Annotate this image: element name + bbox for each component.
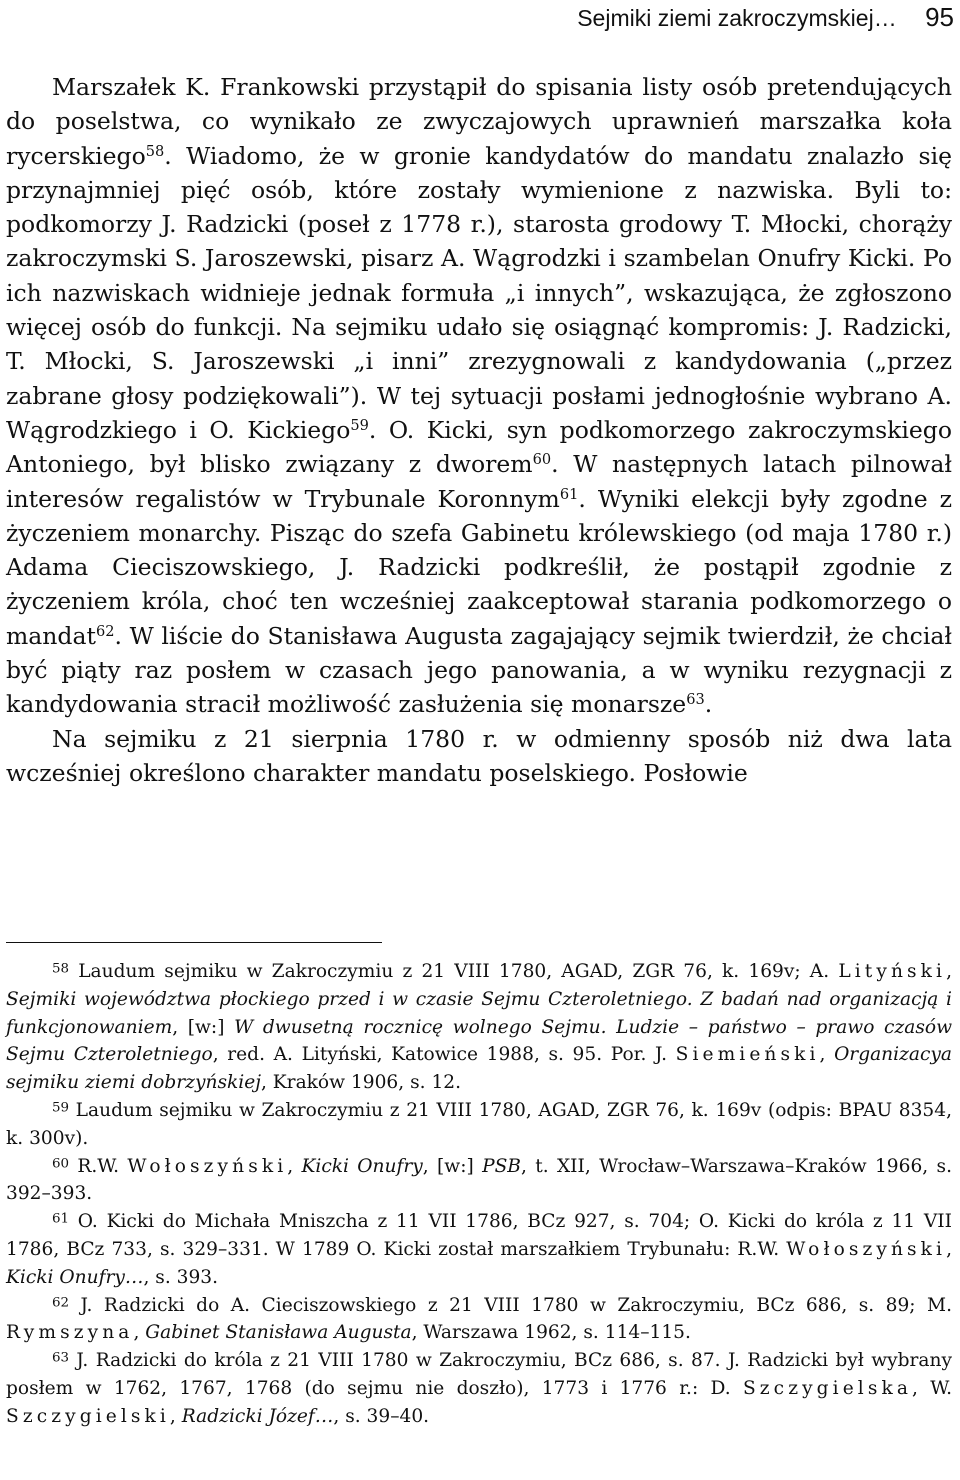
footnote-63 xyxy=(6,1347,952,1430)
footnote-text: J. Radzicki do A. Cieciszowskiego z 21 VIII 1780 w Zakroczymiu, BCz 686, s. 89; M. xyxy=(80,1294,952,1316)
footnote-text: , t. XII, Wrocław–Warszawa–Kraków 1966, s. 392–393. xyxy=(6,1155,952,1205)
footnote-title: Kicki Onufry… xyxy=(6,1266,144,1288)
footnote-59 xyxy=(6,1097,952,1153)
footnote-text: , xyxy=(133,1322,146,1344)
footnote-number: 61 xyxy=(52,1211,70,1227)
footnotes xyxy=(6,958,952,1431)
footnote-ref-63[interactable]: 63 xyxy=(686,691,705,709)
footnote-58 xyxy=(6,958,952,1097)
text-segment: Marszałek K. Frankowski przystąpił do spisania listy osób pretendujących do poselstwa, co wynikało ze zwyczajowych uprawnień marszałka koła rycerskiego xyxy=(6,73,952,170)
footnote-ref-59[interactable]: 59 xyxy=(350,416,369,434)
footnote-title: Kicki Onufry xyxy=(301,1155,423,1177)
footnote-title: W dwusetną rocznicę wolnego Sejmu. Ludzie – państwo – prawo czasów Sejmu Czteroletniego xyxy=(6,1016,952,1066)
footnote-title: Sejmiki województwa płockiego przed i w czasie Sejmu Czteroletniego. Z badań nad organizacją i funkcjonowaniem xyxy=(6,988,952,1038)
footnote-text: , s. 393. xyxy=(143,1266,219,1288)
footnote-text: J. Radzicki do króla z 21 VIII 1780 w Zakroczymiu, BCz 686, s. 87. J. Radzicki był wybrany posłem w 1762, 1767, 1768 (do sejmu nie doszło), 1773 i 1776 r.: D. xyxy=(6,1350,952,1399)
footnote-title: Gabinet Stanisława Augusta xyxy=(145,1322,412,1344)
footnote-number: 59 xyxy=(52,1100,70,1116)
footnote-text: Laudum sejmiku w Zakroczymiu z 21 VIII 1780, AGAD, ZGR 76, k. 169v; A. xyxy=(78,961,839,982)
footnote-author: Siemieński xyxy=(675,1044,820,1066)
footnote-text: , Kraków 1906, s. 12. xyxy=(260,1072,462,1094)
footnote-author: Lityński xyxy=(838,961,947,982)
footnote-ref-62[interactable]: 62 xyxy=(95,622,115,640)
footnote-text: , s. 39–40. xyxy=(333,1405,430,1427)
text-segment: . W liście do Stanisława Augusta zagajający sejmik twierdził, że chciał być piąty raz posłem w czasach jego panowania, a w wyniku rezygnacji z kandydowania stracił możliwość zasłużenia się monarsze xyxy=(6,621,952,719)
running-header xyxy=(0,0,954,34)
footnote-60 xyxy=(6,1153,952,1209)
text-segment: . Wyniki elekcji były zgodne z życzeniem monarchy. Pisząc do szefa Gabinetu królewskiego (od maja 1780 r.) Adama Cieciszowskiego, J. Radzicki podkreślił, że postąpił zgodnie z życzeniem króla, choć ten wcześniej zaakceptował starania podkomorzego o mandat xyxy=(6,484,953,650)
footnote-text: , xyxy=(946,961,952,982)
page-number: 95 xyxy=(925,2,954,32)
text-segment: . O. Kicki, syn podkomorzego zakroczymskiego Antoniego, był blisko związany z dworem xyxy=(6,415,952,479)
footnote-author: Wołoszyński xyxy=(127,1155,288,1177)
footnote-text: R.W. xyxy=(77,1155,128,1177)
footnote-text: , Warszawa 1962, s. 114–115. xyxy=(411,1322,691,1344)
paragraph-2: Na sejmiku z 21 sierpnia 1780 r. w odmienny sposób niż dwa lata wcześniej określono charakter mandatu poselskiego. Posłowie xyxy=(6,724,952,787)
footnote-title: Organizacya sejmiku ziemi dobrzyńskiej xyxy=(6,1044,952,1094)
footnote-ref-58[interactable]: 58 xyxy=(145,142,165,160)
footnote-author: Rymszyna xyxy=(6,1322,134,1344)
footnote-text: , xyxy=(287,1155,302,1177)
text-segment: . xyxy=(704,690,713,719)
footnote-text: , red. A. Lityński, Katowice 1988, s. 95. Por. J. xyxy=(212,1044,676,1066)
text-segment: . Wiadomo, że w gronie kandydatów do mandatu znalazło się przynajmniej pięć osób, które zostały wymienione z nazwiska. Byli to: podkomorzy J. Radzicki (poseł z 1778 r.), starosta grodowy T. Młocki, chorąży zakroczymski S. Jaroszewski, pisarz A. Wągrodzki i szambelan Onufry Kicki. Po ich nazwiskach widnieje jednak formuła „i innych”, wskazująca, że zgłoszono więcej osób do funkcji. Na sejmiku udało się osiągnąć kompromis: J. Radzicki, T. Młocki, S. Jaroszewski „i inni” zrezygnowali z kandydowania („przez zabrane głosy podziękowali”). W tej sytuacji posłami jednogłośnie wybrano A. Wągrodzkiego i O. Kickiego xyxy=(6,141,952,444)
footnote-title: PSB xyxy=(482,1155,521,1177)
footnote-author: Szczygielski xyxy=(6,1405,170,1427)
main-text xyxy=(6,70,952,790)
footnote-text: , xyxy=(169,1405,182,1427)
running-title: Sejmiki ziemi zakroczymskiej… xyxy=(577,5,897,31)
footnote-62 xyxy=(6,1292,952,1348)
footnote-text: Laudum sejmiku w Zakroczymiu z 21 VIII 1780, AGAD, ZGR 76, k. 169v (odpis: BPAU 8354, k. 300v). xyxy=(6,1099,952,1149)
footnote-number: 58 xyxy=(52,961,70,977)
footnote-number: 60 xyxy=(52,1155,70,1171)
footnote-ref-60[interactable]: 60 xyxy=(532,451,552,469)
footnote-author: Szczygielska xyxy=(742,1377,913,1399)
paragraph-1 xyxy=(6,70,952,722)
footnote-ref-61[interactable]: 61 xyxy=(559,485,579,503)
footnote-text: , xyxy=(819,1044,835,1066)
footnote-number: 63 xyxy=(52,1350,70,1366)
footnote-61 xyxy=(6,1208,952,1291)
footnote-number: 62 xyxy=(52,1294,70,1310)
footnote-divider xyxy=(6,942,382,943)
footnote-text: , [w:] xyxy=(422,1155,483,1177)
footnote-text: , xyxy=(946,1238,952,1260)
footnote-author: Wołoszyński xyxy=(786,1238,947,1260)
footnote-text: , [w:] xyxy=(172,1016,235,1038)
footnote-text: O. Kicki do Michała Mniszcha z 11 VII 1786, BCz 927, s. 704; O. Kicki do króla z 11 VII 1786, BCz 733, s. 329–331. W 1789 O. Kicki został marszałkiem Trybunału: R.W. xyxy=(6,1211,952,1260)
text-segment: . W następnych latach pilnował interesów regalistów w Trybunale Koronnym xyxy=(6,450,952,513)
footnote-text: , W. xyxy=(912,1377,952,1399)
footnote-title: Radzicki Józef… xyxy=(181,1405,334,1427)
